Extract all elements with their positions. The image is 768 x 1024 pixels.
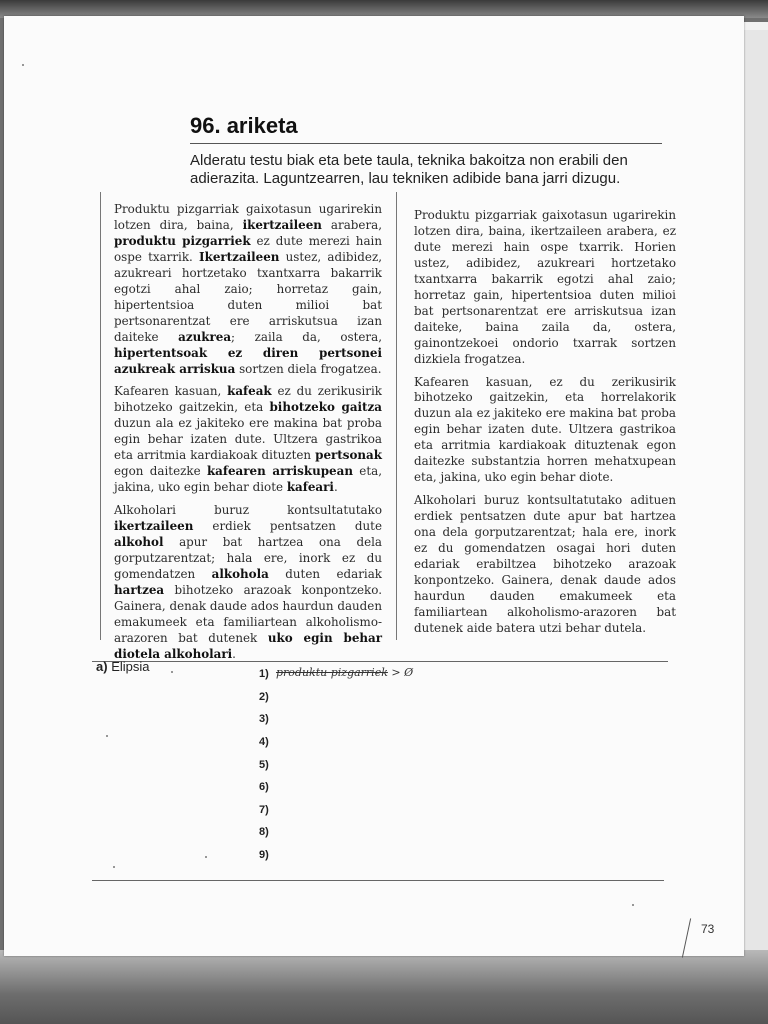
- handwritten-answer-1: [276, 666, 413, 679]
- scan-speck: [113, 866, 115, 868]
- text-run: egon daitezke: [114, 464, 207, 479]
- scan-speck: [106, 735, 108, 737]
- text-1-paragraph: [114, 503, 382, 663]
- text-2-paragraph: Alkoholari buruz kontsultatutako adituen erdiek pentsatzen dute apur bat hartzea ona dela gorputzarentzat; hala ere, inork ez du gomendatzen osagai hori duten edariak erabiltzea bihotzeko arazoak konpontzeko. Gainera, denak daude ados haurdun dauden emakumeek eta familiartean alkoholismo-arazoren bat dutenek aide batera utzi behar dutela.: [414, 493, 676, 635]
- highlighted-term: kafeari: [286, 480, 334, 495]
- answer-number: 5): [259, 759, 269, 771]
- text-run: ustez, adibidez, azukreari hortzetako txantxarra bakarrik egotzi ahal zaio; horretaz gain, hipertentsioa duten milioi bat pertsonarentzat ere arriskutsua izan daiteke: [114, 249, 383, 344]
- text-run: Produktu pizgarriak gaixotasun ugarirekin lotzen dira, baina,: [114, 202, 382, 232]
- highlighted-term: uko egin behar diotela alkoholari: [114, 630, 382, 661]
- scan-speck: [205, 856, 207, 858]
- text-run: ez du zerikusirik bihotzeko gaitzekin, eta: [114, 384, 382, 415]
- title-rule: [190, 143, 662, 144]
- highlighted-term: pertsonak: [315, 448, 382, 463]
- text-2-paragraph: Kafearen kasuan, ez du zerikusirik bihotzeko gaitzekin, eta horrelakorik duzun ala ez jakiteko ere makina bat proba egin behar izaten dute. Ultzera gastrikoa eta arritmia kardiakoak dituztenak egon daitezke substantzia horren mehatxupean eta, jakina, uko egin behar diote.: [414, 374, 676, 485]
- technique-letter: a): [96, 659, 108, 674]
- left-column-border: [100, 192, 101, 640]
- page-number: 73: [701, 922, 715, 936]
- table-top-rule: [92, 661, 668, 662]
- answer-number: 9): [259, 849, 269, 861]
- highlighted-term: alkohol: [114, 535, 164, 550]
- text-run: Alkoholari buruz kontsultatutako: [114, 503, 382, 518]
- technique-label: [96, 659, 149, 674]
- technique-name: Elipsia: [111, 659, 150, 674]
- highlighted-term: Ikertzaileen: [199, 249, 280, 264]
- exercise-title: 96. ariketa: [190, 113, 298, 138]
- highlighted-term: alkohola: [211, 566, 269, 581]
- text-1: [114, 202, 382, 670]
- answer-number: 2): [259, 691, 269, 703]
- highlighted-term: kafeak: [227, 384, 272, 399]
- scan-speck: [632, 904, 634, 906]
- scan-speck: [22, 64, 24, 66]
- highlighted-term: azukrea: [178, 329, 232, 344]
- text-1-paragraph: [114, 384, 382, 496]
- text-run: eta, jakina, uko egin behar diote: [114, 464, 382, 495]
- text-run: .: [232, 646, 236, 661]
- answer-number: 7): [259, 804, 269, 816]
- highlighted-term: ikertzaileen: [114, 519, 194, 534]
- answer-number: 3): [259, 713, 269, 725]
- column-divider: [396, 192, 397, 640]
- text-1-paragraph: [114, 202, 382, 377]
- page-stack-edge-2: [742, 30, 768, 952]
- answer-number: 1): [259, 668, 269, 680]
- text-run: .: [333, 480, 338, 495]
- text-2: [414, 208, 676, 644]
- highlighted-term: hartzea: [114, 582, 165, 597]
- text-run: ez dute merezi hain ospe txarrik.: [114, 233, 382, 264]
- highlighted-term: ikertzaileen: [242, 217, 322, 232]
- text-run: bihotzeko arazoak konpontzeko. Gainera, denak daude ados haurdun dauden emakumeek eta familiartean alkoholismo-arazoren bat dutenek: [114, 582, 382, 645]
- scan-speck: [171, 671, 173, 673]
- text-run: arabera,: [321, 217, 382, 232]
- text-run: ; zaila da, ostera,: [231, 329, 382, 344]
- table-bottom-rule: [92, 880, 664, 881]
- handwritten-result: > Ø: [387, 666, 414, 679]
- answer-number: 8): [259, 826, 269, 838]
- scan-shadow-bottom: [0, 950, 768, 1024]
- text-run: erdiek pentsatzen dute: [193, 519, 382, 534]
- highlighted-term: kafearen arriskupean: [206, 464, 353, 479]
- text-run: duzun ala ez jakiteko ere makina bat proba egin behar izaten dute. Ultzera gastrikoa eta arritmia kardiakoak dituzten: [114, 416, 382, 463]
- text-run: Kafearen kasuan,: [114, 384, 228, 399]
- exercise-instructions: Alderatu testu biak eta bete taula, teknika bakoitza non erabili den adierazita. Laguntzearren, lau tekniken adibide bana jarri dizugu.: [190, 152, 628, 187]
- answer-number: 6): [259, 781, 269, 793]
- text-run: duten edariak: [268, 566, 382, 581]
- answer-number: 4): [259, 736, 269, 748]
- highlighted-term: hipertentsoak ez diren pertsonei azukreak arriskua: [114, 345, 382, 376]
- highlighted-term: produktu pizgarriek: [114, 233, 251, 248]
- text-run: apur bat hartzea ona dela gorputzarentzat; hala ere, inork ez du gomendatzen: [114, 535, 382, 581]
- handwritten-struck-text: produktu pizgarriek: [276, 666, 388, 679]
- text-2-paragraph: Produktu pizgarriak gaixotasun ugarirekin lotzen dira, baina, ikertzaileen arabera, ez dute merezi hain ospe txarrik. Horien ustez, adibidez, azukreari hortzetako txantxarra bakarrik egotzi ahal zaio; horretaz gain, hipertentsioa duten milioi bat pertsonarentzat ere arriskutsua izan daiteke, baina zaila da, ostera, gainontzekoei ondorio txarrak sortzen dizkiela frogatzea.: [414, 208, 676, 366]
- highlighted-term: bihotzeko gaitza: [269, 400, 383, 415]
- text-run: sortzen diela frogatzea.: [235, 361, 382, 376]
